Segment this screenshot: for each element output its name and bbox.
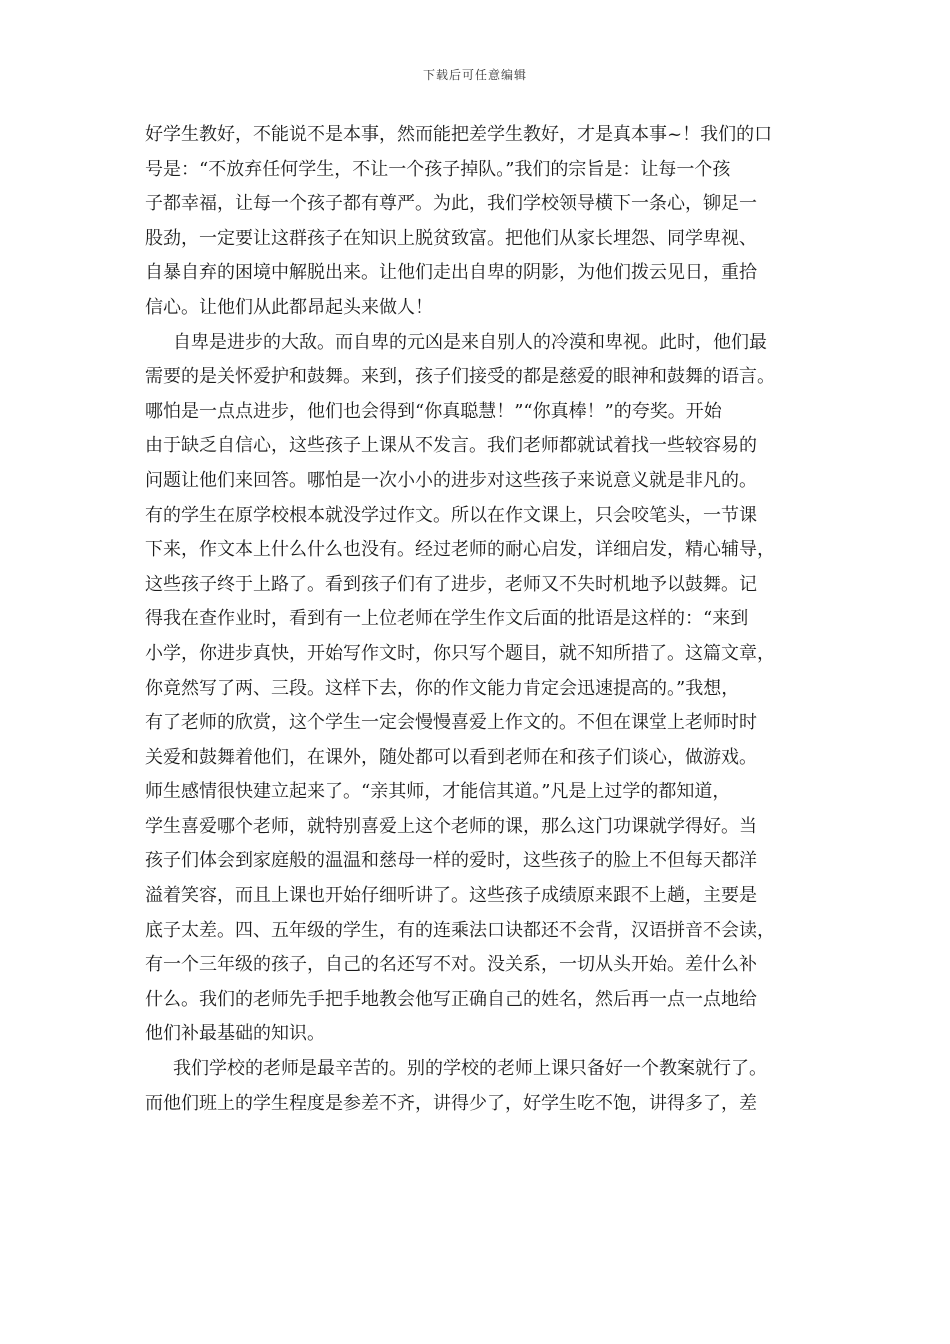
text-line: 有一个三年级的孩子，自己的名还写不对。没关系，一切从头开始。差什么补	[145, 954, 757, 976]
text-line: 由于缺乏自信心，这些孩子上课从不发言。我们老师都就试着找一些较容易的	[145, 435, 757, 457]
text-line: 小学，你进步真快，开始写作文时，你只写个题目，就不知所措了。这篇文章，	[145, 642, 775, 664]
text-line: 什么。我们的老师先手把手地教会他写正确自己的姓名，然后再一点一点地给	[145, 988, 757, 1010]
text-line: 他们补最基础的知识。	[145, 1023, 325, 1045]
text-line: 有了老师的欣赏，这个学生一定会慢慢喜爱上作文的。不但在课堂上老师时时	[145, 712, 757, 734]
text-line: 下来，作文本上什么什么也没有。经过老师的耐心启发，详细启发，精心辅导，	[145, 539, 775, 561]
text-line: 关爱和鼓舞着他们，在课外，随处都可以看到老师在和孩子们谈心，做游戏。	[145, 746, 757, 768]
text-line: 号是：“不放弃任何学生，不让一个孩子掉队。”我们的宗旨是：让每一个孩	[145, 158, 731, 180]
text-line: 哪怕是一点点进步，他们也会得到“你真聪慧！”“你真棒！”的夸奖。开始	[145, 400, 722, 422]
text-line: 问题让他们来回答。哪怕是一次小小的进步对这些孩子来说意义就是非凡的。	[145, 469, 757, 491]
text-line: 底子太差。四、五年级的学生，有的连乘法口诀都还不会背，汉语拼音不会读，	[145, 919, 775, 941]
text-line: 需要的是关怀爱护和鼓舞。来到，孩子们接受的都是慈爱的眼神和鼓舞的语言。	[145, 366, 775, 388]
text-line: 溢着笑容，而且上课也开始仔细听讲了。这些孩子成绩原来跟不上趟，主要是	[145, 885, 757, 907]
text-line: 师生感情很快建立起来了。“亲其师，才能信其道。”凡是上过学的都知道，	[145, 781, 731, 803]
text-line: 而他们班上的学生程度是参差不齐，讲得少了，好学生吃不饱，讲得多了，差	[145, 1092, 757, 1114]
text-line: 子都幸福，让每一个孩子都有尊严。为此，我们学校领导横下一条心，铆足一	[145, 193, 757, 215]
page-header: 下载后可任意编辑	[422, 68, 527, 82]
text-line: 股劲，一定要让这群孩子在知识上脱贫致富。把他们从家长埋怨、同学卑视、	[145, 227, 757, 249]
text-line: 自暴自弃的困境中解脱出来。让他们走出自卑的阴影，为他们拨云见日，重拾	[145, 262, 757, 284]
text-line: 信心。让他们从此都昂起头来做人！	[145, 296, 433, 318]
text-line: 这些孩子终于上路了。看到孩子们有了进步，老师又不失时机地予以鼓舞。记	[145, 573, 757, 595]
text-line: 自卑是进步的大敌。而自卑的元凶是来自别人的冷漠和卑视。此时，他们最	[173, 331, 767, 353]
text-line: 有的学生在原学校根本就没学过作文。所以在作文课上，只会咬笔头，一节课	[145, 504, 757, 526]
document-body	[145, 118, 807, 1121]
text-line: 你竟然写了两、三段。这样下去，你的作文能力肯定会迅速提高的。”我想，	[145, 677, 740, 699]
text-line: 我们学校的老师是最辛苦的。别的学校的老师上课只备好一个教案就行了。	[173, 1058, 767, 1080]
text-line: 得我在查作业时，看到有一上位老师在学生作文后面的批语是这样的：“来到	[145, 608, 749, 630]
text-line: 好学生教好，不能说不是本事，然而能把差学生教好，才是真本事~！我们的口	[145, 124, 773, 145]
text-line: 学生喜爱哪个老师，就特别喜爱上这个老师的课，那么这门功课就学得好。当	[145, 815, 757, 837]
text-line: 孩子们体会到家庭般的温温和慈母一样的爱时，这些孩子的脸上不但每天都洋	[145, 850, 757, 872]
